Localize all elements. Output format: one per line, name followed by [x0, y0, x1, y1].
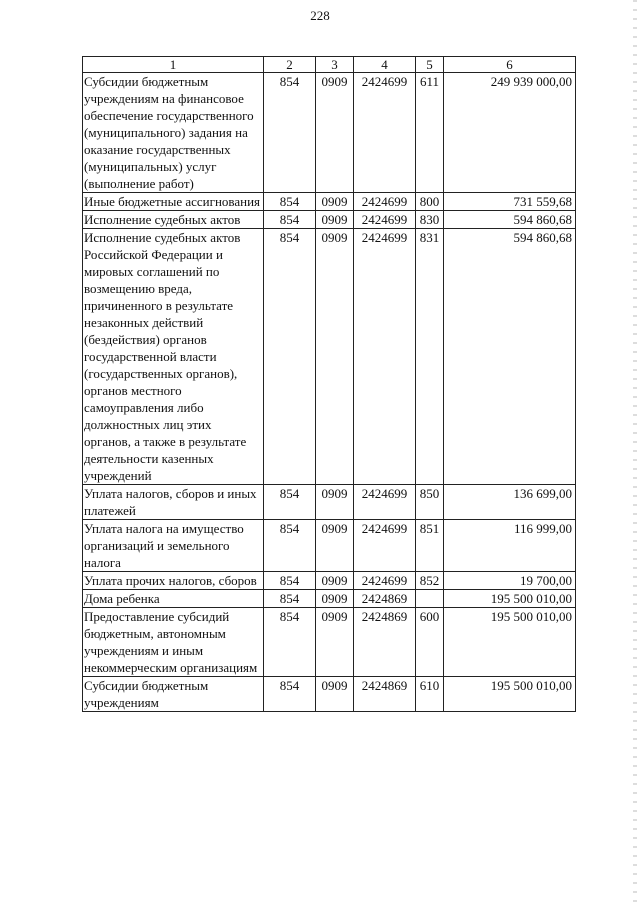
row-section: 0909: [316, 229, 354, 485]
row-expense-type: [416, 590, 444, 608]
page-number: 228: [310, 8, 330, 23]
row-section: 0909: [316, 608, 354, 677]
row-target-article: 2424699: [354, 211, 416, 229]
budget-table: [82, 56, 576, 712]
row-name: Дома ребенка: [83, 590, 264, 608]
table-row: [83, 485, 576, 520]
row-name: Субсидии бюджетным учреждениям на финансовое обеспечение государственного (муниципального) задания на оказание государственных (муниципальных) услуг (выполнение работ): [83, 73, 264, 193]
row-target-article: 2424699: [354, 520, 416, 572]
row-amount: 594 860,68: [444, 229, 576, 485]
row-section: 0909: [316, 677, 354, 712]
row-name: Уплата прочих налогов, сборов: [83, 572, 264, 590]
row-name: Уплата налогов, сборов и иных платежей: [83, 485, 264, 520]
row-expense-type: 600: [416, 608, 444, 677]
row-expense-type: 852: [416, 572, 444, 590]
row-target-article: 2424869: [354, 608, 416, 677]
column-header: 6: [444, 57, 576, 73]
row-target-article: 2424699: [354, 485, 416, 520]
row-department: 854: [264, 677, 316, 712]
row-amount: 195 500 010,00: [444, 677, 576, 712]
row-section: 0909: [316, 211, 354, 229]
row-target-article: 2424869: [354, 677, 416, 712]
column-header: 2: [264, 57, 316, 73]
row-amount: 731 559,68: [444, 193, 576, 211]
table-row: [83, 193, 576, 211]
row-amount: 116 999,00: [444, 520, 576, 572]
row-name: Исполнение судебных актов: [83, 211, 264, 229]
column-header: 1: [83, 57, 264, 73]
row-department: 854: [264, 608, 316, 677]
row-name: Субсидии бюджетным учреждениям: [83, 677, 264, 712]
row-amount: 594 860,68: [444, 211, 576, 229]
row-target-article: 2424869: [354, 590, 416, 608]
table-row: [83, 520, 576, 572]
row-department: 854: [264, 485, 316, 520]
row-section: 0909: [316, 485, 354, 520]
table-row: [83, 590, 576, 608]
row-department: 854: [264, 193, 316, 211]
row-expense-type: 800: [416, 193, 444, 211]
table-row: [83, 211, 576, 229]
row-expense-type: 831: [416, 229, 444, 485]
table-row: [83, 73, 576, 193]
table-header-row: [83, 57, 576, 73]
row-department: 854: [264, 229, 316, 485]
column-header: 5: [416, 57, 444, 73]
row-amount: 195 500 010,00: [444, 608, 576, 677]
row-department: 854: [264, 211, 316, 229]
row-department: 854: [264, 590, 316, 608]
row-department: 854: [264, 73, 316, 193]
row-section: 0909: [316, 73, 354, 193]
row-section: 0909: [316, 590, 354, 608]
row-expense-type: 611: [416, 73, 444, 193]
row-target-article: 2424699: [354, 73, 416, 193]
row-name: Предоставление субсидий бюджетным, автономным учреждениям и иным некоммерческим организациям: [83, 608, 264, 677]
row-expense-type: 830: [416, 211, 444, 229]
row-expense-type: 610: [416, 677, 444, 712]
row-expense-type: 851: [416, 520, 444, 572]
row-amount: 19 700,00: [444, 572, 576, 590]
table-row: [83, 572, 576, 590]
row-name: Уплата налога на имущество организаций и земельного налога: [83, 520, 264, 572]
row-amount: 249 939 000,00: [444, 73, 576, 193]
row-section: 0909: [316, 572, 354, 590]
table-row: [83, 229, 576, 485]
row-target-article: 2424699: [354, 193, 416, 211]
row-amount: 136 699,00: [444, 485, 576, 520]
row-amount: 195 500 010,00: [444, 590, 576, 608]
row-section: 0909: [316, 520, 354, 572]
table-row: [83, 677, 576, 712]
row-department: 854: [264, 572, 316, 590]
row-section: 0909: [316, 193, 354, 211]
row-target-article: 2424699: [354, 229, 416, 485]
column-header: 4: [354, 57, 416, 73]
table-row: [83, 608, 576, 677]
row-target-article: 2424699: [354, 572, 416, 590]
column-header: 3: [316, 57, 354, 73]
row-department: 854: [264, 520, 316, 572]
scan-edge-marks: [633, 0, 637, 905]
row-expense-type: 850: [416, 485, 444, 520]
row-name: Исполнение судебных актов Российской Федерации и мировых соглашений по возмещению вреда, причиненного в результате незаконных действий (бездействия) органов государственной власти (государственных органов), органов местного самоуправления либо должностных лиц этих органов, а также в результате деятельности казенных учреждений: [83, 229, 264, 485]
row-name: Иные бюджетные ассигнования: [83, 193, 264, 211]
